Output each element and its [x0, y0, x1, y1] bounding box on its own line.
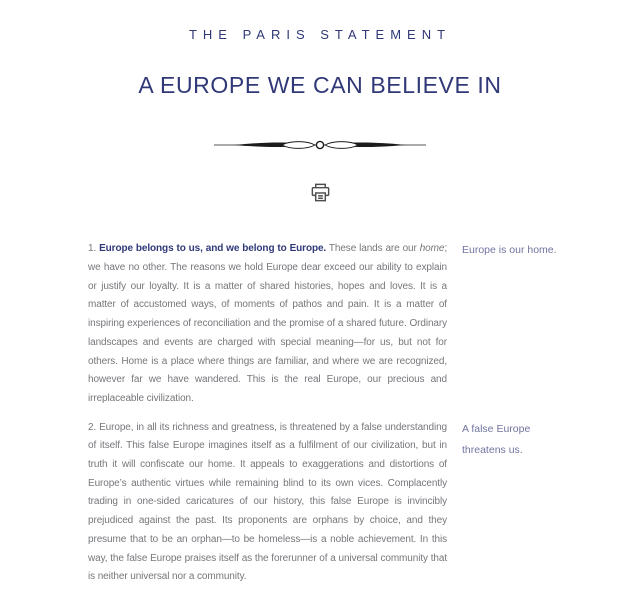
printer-icon [309, 181, 332, 204]
statement-body [0, 240, 640, 597]
print-button[interactable] [309, 181, 332, 204]
page-title: A EUROPE WE CAN BELIEVE IN [138, 72, 502, 98]
site-title-link[interactable]: THE PARIS STATEMENT [188, 27, 452, 42]
margin-note: Europe is our home. [462, 244, 557, 257]
flourish-divider-icon [212, 136, 428, 154]
paragraph-text: 2. Europe, in all its richness and greatness, is threatened by a false understanding of itself. This false Europe imagines itself as a fulfilment of our civilization, but in truth it will confiscate our home. It appeals to exaggerations and distortions of Europe’s authentic virtues while remaining blind to its own vices. Complacently trading in one-sided caricatures of our history, this false Europe is invincibly prejudiced against the past. Its proponents are orphans by choice, and they presume that to be an orphan—to be homeless—is a noble achievement. In this way, the false Europe praises itself as the forerunner of a universal community that is neither universal nor a community. [88, 421, 447, 583]
ornamental-divider [0, 136, 640, 154]
paragraph-text: 1. Europe belongs to us, and we belong to Europe. These lands are our home; we have no other. The reasons we hold Europe dear exceed our ability to explain or justify our loyalty. It is a matter of shared histories, hopes and loves. It is a matter of accustomed ways, of moments of pathos and pain. It is a matter of inspiring experiences of reconciliation and the promise of a shared future. Ordinary landscapes and events are charged with special meaning—for us, but not for others. Home is a place where things are familiar, and where we are recognized, however far we have wandered. This is the real Europe, our precious and irreplaceable civilization. [88, 243, 447, 404]
margin-note: A false Europe threatens us. [462, 422, 531, 457]
page-header [0, 0, 640, 209]
paragraph-row [88, 240, 640, 418]
paragraph-row [88, 419, 640, 597]
